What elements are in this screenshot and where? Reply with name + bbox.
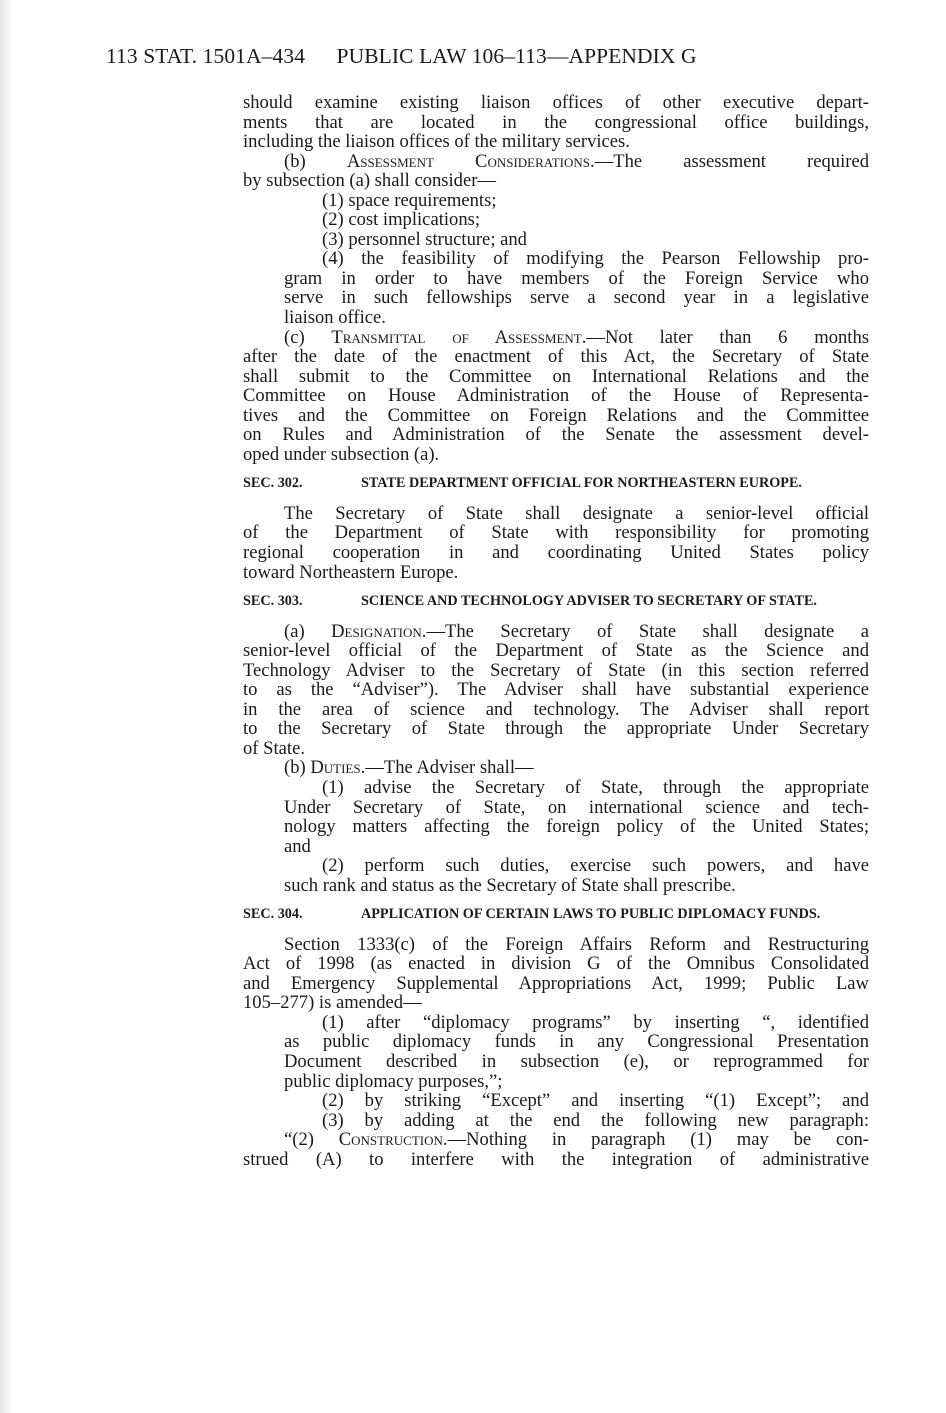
text-line: Section 1333(c) of the Foreign Affairs Reform and Restructuring (284, 933, 869, 955)
list-item: (4) the feasibility of modifying the Pearson Fellowship pro- (322, 248, 869, 270)
statute-citation: 113 STAT. 1501A–434 (106, 44, 306, 68)
section-title: STATE DEPARTMENT OFFICIAL FOR NORTHEASTERN EUROPE. (361, 475, 802, 492)
text-line: serve in such fellowships serve a second year in a legislative (284, 287, 869, 309)
text-line: regional cooperation in and coordinating United States policy (243, 541, 869, 563)
section-heading-302 (243, 474, 869, 493)
subsection-label: (b) (284, 150, 347, 172)
text-line: liaison office. (284, 307, 386, 329)
subsection-heading: Designation. (331, 620, 427, 642)
text-line: to the Secretary of State through the appropriate Under Secretary (243, 718, 869, 740)
section-title: APPLICATION OF CERTAIN LAWS TO PUBLIC DIPLOMACY FUNDS. (361, 906, 821, 923)
section-title: SCIENCE AND TECHNOLOGY ADVISER TO SECRETARY OF STATE. (361, 593, 817, 610)
text-line: gram in order to have members of the Foreign Service who (284, 267, 869, 289)
text-line: The Secretary of State shall designate a senior-level official (284, 502, 869, 524)
list-item: (1) advise the Secretary of State, through the appropriate (322, 776, 869, 798)
text-line: by subsection (a) shall consider— (243, 170, 497, 192)
text-line: ments that are located in the congressional office buildings, (243, 111, 869, 133)
text-run: —The Secretary of State shall designate a (426, 620, 869, 642)
section-number: SEC. 303. (243, 593, 303, 610)
subsection-a (243, 622, 869, 642)
text-line: including the liaison offices of the military services. (243, 131, 630, 153)
text-line: after the date of the enactment of this Act, the Secretary of State (243, 346, 869, 368)
subsection-label: “(2) (284, 1129, 339, 1151)
text-line: to as the “Adviser”). The Adviser shall have substantial experience (243, 679, 869, 701)
text-line: strued (A) to interfere with the integration of administrative (243, 1148, 869, 1170)
text-line: oped under subsection (a). (243, 443, 440, 465)
subsection-b (243, 152, 869, 172)
section-heading-303 (243, 592, 869, 611)
page-binding-edge (0, 0, 14, 1413)
text-run: —Not later than 6 months (586, 326, 869, 348)
list-item: (1) space requirements; (322, 189, 497, 211)
quoted-paragraph (243, 1130, 869, 1150)
text-line: 105–277) is amended— (243, 992, 422, 1014)
text-run: —The Adviser shall— (365, 757, 534, 779)
list-item: (1) after “diplomacy programs” by inserting “, identified (322, 1011, 869, 1033)
text-line: should examine existing liaison offices of other executive depart- (243, 92, 869, 113)
public-law-title: PUBLIC LAW 106–113—APPENDIX G (336, 44, 697, 68)
subsection-heading: Assessment Considerations. (346, 150, 595, 172)
list-item: (3) personnel structure; and (322, 228, 527, 250)
text-run: —The assessment required (594, 150, 869, 172)
text-line: of State. (243, 737, 305, 759)
text-line: Committee on House Administration of the House of Representa- (243, 385, 869, 407)
text-line: tives and the Committee on Foreign Relations and the Committee (243, 404, 869, 426)
text-line: in the area of science and technology. The Adviser shall report (243, 698, 869, 720)
list-item: (2) perform such duties, exercise such powers, and have (322, 855, 869, 877)
text-line: and (284, 835, 311, 857)
text-line: of the Department of State with responsibility for promoting (243, 522, 869, 544)
text-line: senior-level official of the Department of State as the Science and (243, 640, 869, 662)
page-body (243, 93, 869, 1169)
section-number: SEC. 302. (243, 475, 303, 492)
list-item: (2) by striking “Except” and inserting “(1) Except”; and (322, 1090, 869, 1112)
text-line: and Emergency Supplemental Appropriations Act, 1999; Public Law (243, 972, 869, 994)
text-line: nology matters affecting the foreign policy of the United States; (284, 816, 869, 838)
running-head (106, 44, 866, 69)
text-line: such rank and status as the Secretary of State shall prescribe. (284, 874, 736, 896)
text-line: Under Secretary of State, on international science and tech- (284, 796, 869, 818)
subsection-label: (b) (284, 757, 311, 779)
subsection-heading: Transmittal of Assessment. (331, 326, 587, 348)
section-number: SEC. 304. (243, 906, 303, 923)
text-line: toward Northeastern Europe. (243, 561, 459, 583)
text-line: Act of 1998 (as enacted in division G of the Omnibus Consolidated (243, 953, 869, 975)
subsection-label: (a) (284, 620, 332, 642)
text-line: on Rules and Administration of the Senate the assessment devel- (243, 424, 869, 446)
text-line: as public diplomacy funds in any Congressional Presentation (284, 1031, 869, 1053)
text-run: —Nothing in paragraph (1) may be con- (447, 1129, 869, 1151)
text-line: Technology Adviser to the Secretary of State (in this section referred (243, 659, 869, 681)
list-item: (3) by adding at the end the following new paragraph: (322, 1109, 869, 1131)
subsection-b (243, 758, 869, 778)
list-item: (2) cost implications; (322, 209, 481, 231)
subsection-heading: Duties. (310, 757, 366, 779)
text-line: Document described in subsection (e), or reprogrammed for (284, 1051, 869, 1073)
subsection-c (243, 328, 869, 348)
subsection-label: (c) (284, 326, 332, 348)
subsection-heading: Construction. (338, 1129, 448, 1151)
text-line: shall submit to the Committee on International Relations and the (243, 365, 869, 387)
text-line: public diplomacy purposes,”; (284, 1070, 503, 1092)
section-heading-304 (243, 905, 869, 924)
